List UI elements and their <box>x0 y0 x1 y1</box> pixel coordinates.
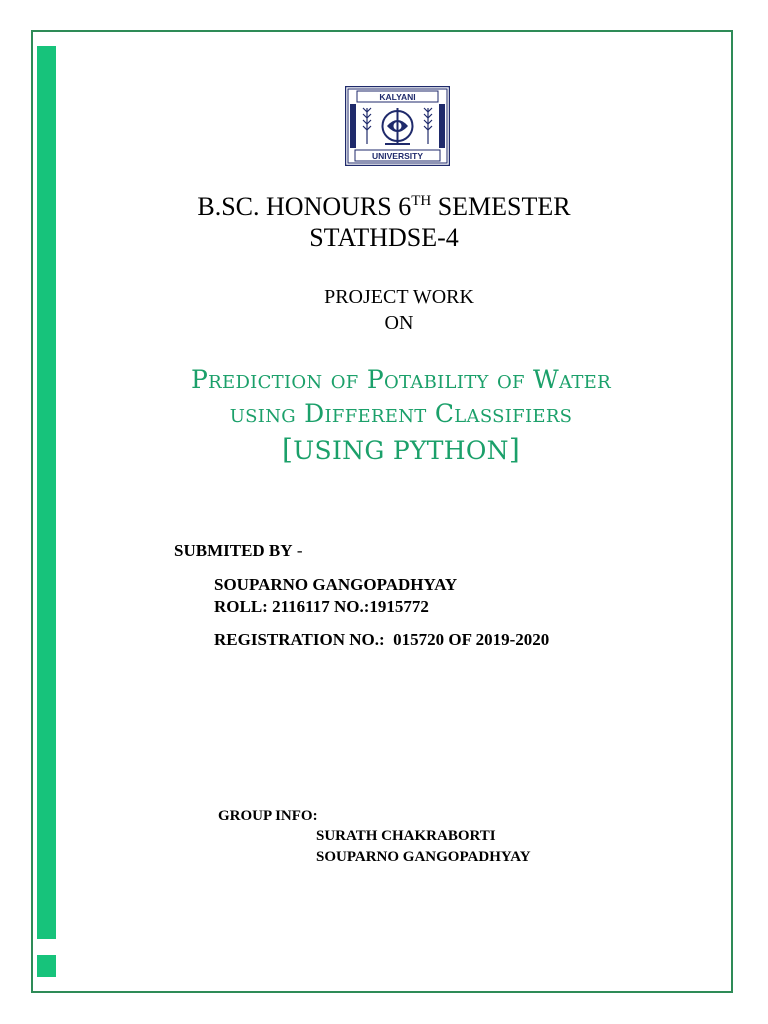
submitted-by-text: SUBMITED BY <box>174 541 293 560</box>
decorative-stripe-block <box>37 955 56 977</box>
logo-bottom-text: UNIVERSITY <box>371 151 424 161</box>
open-bracket: [ <box>281 433 294 466</box>
topic-title-line-2: using Different Classifiers <box>229 399 573 428</box>
paper-code: STATHDSE-4 <box>309 223 459 252</box>
decorative-side-stripe <box>37 46 56 939</box>
submitted-by-label <box>174 540 302 562</box>
group-member: SURATH CHAKRABORTI <box>316 828 496 844</box>
project-on-label: ON <box>384 312 414 334</box>
group-info-label: GROUP INFO: <box>218 808 318 824</box>
student-roll: ROLL: 2116117 NO.:1915772 <box>214 597 429 616</box>
topic-python-text: USING PYTHON <box>293 436 509 465</box>
course-prefix: B.SC. HONOURS 6 <box>197 192 412 221</box>
topic-title-line-3 <box>0 434 768 467</box>
close-bracket: ] <box>508 433 521 466</box>
topic-title-line-1: Prediction of Potability of Water <box>191 365 611 394</box>
course-superscript: TH <box>411 193 432 209</box>
student-registration: REGISTRATION NO.: 015720 OF 2019-2020 <box>214 630 550 649</box>
group-member: SOUPARNO GANGOPADHYAY <box>316 849 531 865</box>
student-name: SOUPARNO GANGOPADHYAY <box>214 575 458 594</box>
university-logo-icon <box>345 86 450 166</box>
project-work-label: PROJECT WORK <box>324 286 474 308</box>
submitted-by-dash: - <box>292 541 303 560</box>
course-title <box>0 192 768 226</box>
course-suffix: SEMESTER <box>431 192 571 221</box>
logo-top-text: KALYANI <box>379 92 416 102</box>
